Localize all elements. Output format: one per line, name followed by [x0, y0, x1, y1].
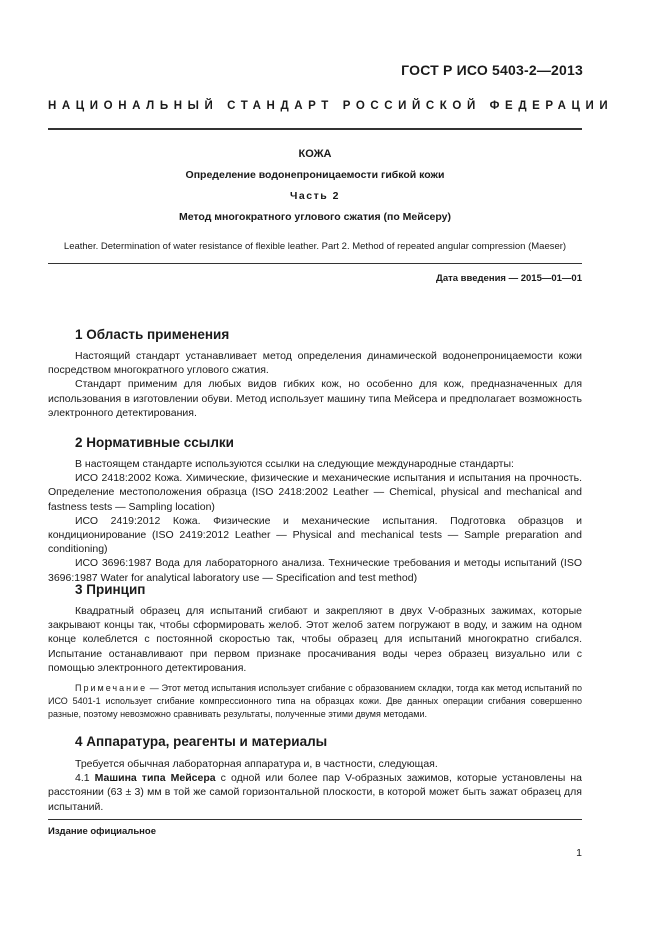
- document-id: ГОСТ Р ИСО 5403-2—2013: [401, 62, 583, 78]
- page-number: 1: [576, 847, 582, 859]
- section-4-paragraph-1: Требуется обычная лабораторная аппаратура и, в частности, следующая.: [75, 758, 438, 770]
- reference-iso-3696: ИСО 3696:1987 Вода для лабораторного анализа. Технические требования и методы испытаний (ISO 3696:1987 Water for analytical laboratory use — Specification and test method): [48, 557, 582, 584]
- official-edition-label: Издание официальное: [48, 826, 156, 837]
- title-english: Leather. Determination of water resistance of flexible leather. Part 2. Method of repeated angular compression (Maeser): [63, 241, 567, 252]
- section-4-body: [48, 757, 582, 814]
- section-1-paragraph-2: Стандарт применим для любых видов гибких кож, но особенно для кож, предназначенных для использования в изготовлении обуви. Метод использует машину типа Мейсера и предполагает возможность электронного детектирования.: [48, 378, 582, 419]
- section-3-note: [48, 682, 582, 721]
- title-divider: [48, 263, 582, 264]
- title-subtitle: Определение водонепроницаемости гибкой кожи: [185, 169, 445, 181]
- clause-4-1-text: с одной или более пар V-образных зажимов, которые установлены на расстоянии (63 ± 3) мм в той же самой горизонтальной плоскости, в которой может быть зажат образец для испытаний.: [48, 772, 582, 813]
- title-main: КОЖА: [298, 148, 332, 160]
- title-part: Часть 2: [290, 190, 340, 202]
- section-3-paragraph-1: Квадратный образец для испытаний сгибают и закрепляют в двух V-образных зажимах, которые закрывают концы так, чтобы сформировать желоб. Этот желоб затем погружают в воду, и зажим на одном конце колеблется с постоянной скоростью так, чтобы образец для испытаний многократно сгибался. Испытание останавливают при первом признаке просачивания воды через образец визуально или с помощью электронного детектирования.: [48, 605, 582, 674]
- reference-iso-2418: ИСО 2418:2002 Кожа. Химические, физические и механические испытания и испытания на прочность. Определение местоположения образца (ISO 2418:2002 Leather — Chemical, physical and mechanical and fastness tests — Sampling location): [48, 472, 582, 513]
- note-label: Примечание: [75, 683, 148, 693]
- section-1-paragraph-1: Настоящий стандарт устанавливает метод определения динамической водонепроницаемости кожи посредством многократного углового сжатия.: [48, 350, 582, 377]
- section-4-heading: 4 Аппаратура, реагенты и материалы: [75, 734, 328, 749]
- title-part-name: Метод многократного углового сжатия (по Мейсеру): [178, 211, 452, 223]
- clause-4-1-number: 4.1: [75, 772, 95, 785]
- section-2-body: [48, 457, 582, 585]
- section-3-heading: 3 Принцип: [75, 582, 146, 597]
- note-text: — Этот метод испытания использует сгибание с образованием складки, тогда как метод испытаний по ИСО 5401-1 использует сгибание компрессионного типа на образцах кожи. Две данных операции сгибания совершенно разные, поэтому невозможно сравнивать результаты, полученные этими двумя методами.: [48, 683, 582, 719]
- header-divider: [48, 128, 582, 130]
- clause-4-1: [48, 771, 582, 814]
- section-3-body: [48, 604, 582, 675]
- national-standard-banner: НАЦИОНАЛЬНЫЙ СТАНДАРТ РОССИЙСКОЙ ФЕДЕРАЦИИ: [48, 100, 614, 112]
- clause-4-1-term: Машина типа Мейсера: [94, 772, 216, 785]
- section-2-heading: 2 Нормативные ссылки: [75, 435, 234, 450]
- section-1-heading: 1 Область применения: [75, 327, 230, 342]
- reference-iso-2419: ИСО 2419:2012 Кожа. Физические и механические испытания. Подготовка образцов и кондиционирование (ISO 2419:2012 Leather — Physical and mechanical tests — Sample preparation and conditioning): [48, 514, 582, 556]
- section-1-body: [48, 349, 582, 420]
- footer-divider: [48, 819, 582, 820]
- date-of-introduction: Дата введения — 2015—01—01: [436, 273, 582, 284]
- section-2-paragraph-1: В настоящем стандарте используются ссылки на следующие международные стандарты:: [75, 458, 514, 470]
